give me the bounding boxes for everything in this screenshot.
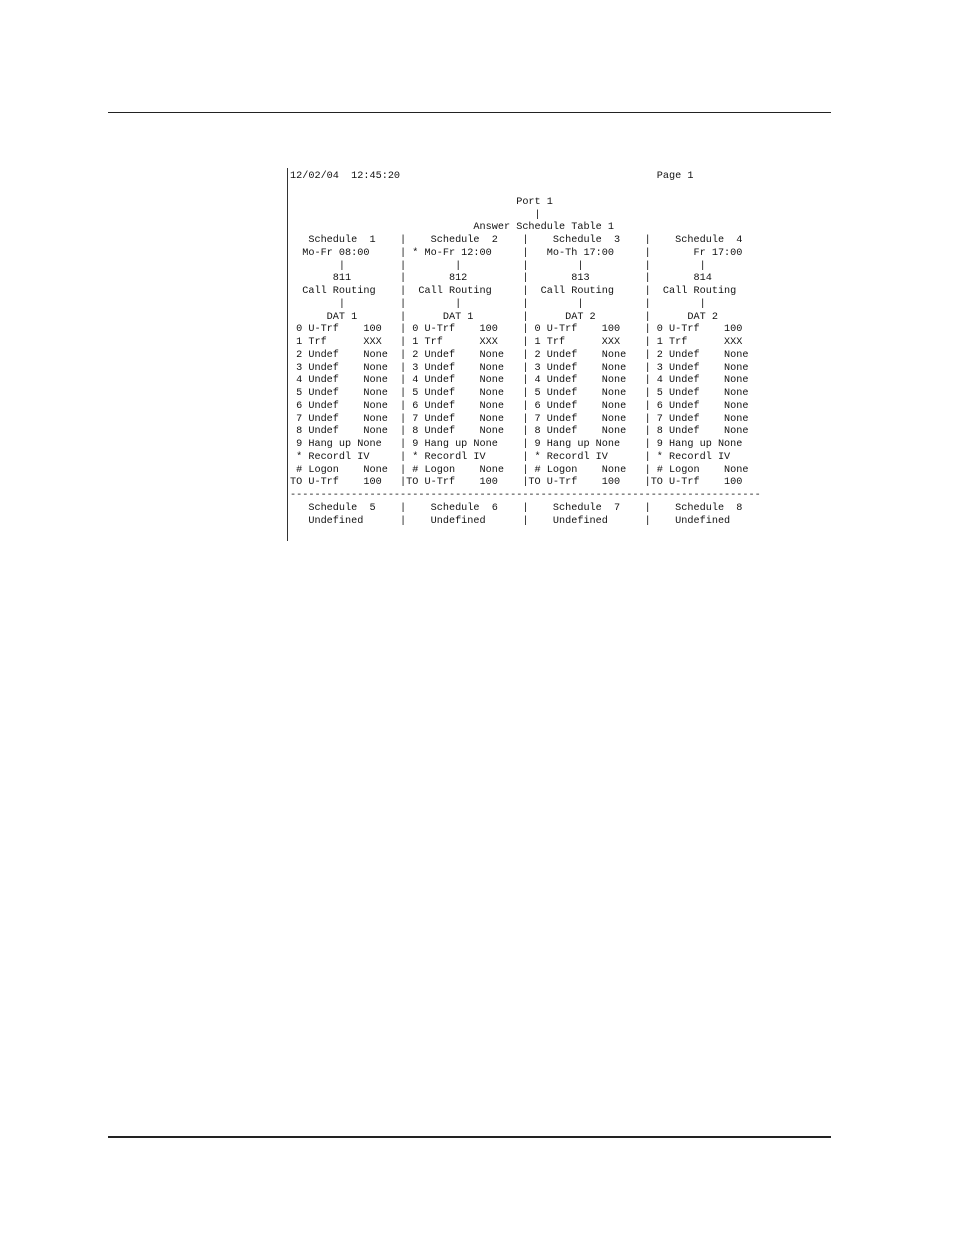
key-row: 4 Undef None | 4 Undef None | 4 Undef None | 4 Undef None xyxy=(290,375,749,386)
extension-row: 811 | 812 | 813 | 814 xyxy=(290,273,712,284)
printout-left-border xyxy=(287,168,288,541)
undefined-schedule-status-row: Undefined | Undefined | Undefined | Undefined xyxy=(290,516,731,527)
key-row: # Logon None | # Logon None | # Logon None | # Logon None xyxy=(290,465,749,476)
key-row: 0 U-Trf 100 | 0 U-Trf 100 | 0 U-Trf 100 | 0 U-Trf 100 xyxy=(290,324,743,335)
port-title: Port 1 xyxy=(290,197,553,208)
dat-row: DAT 1 | DAT 1 | DAT 2 | DAT 2 xyxy=(290,312,718,323)
report-header-line: 12/02/04 12:45:20 Page 1 xyxy=(290,171,694,182)
connector-row: | | | | | | | xyxy=(290,299,706,310)
call-routing-row: Call Routing | Call Routing | Call Routing | Call Routing xyxy=(290,286,737,297)
key-row: * Recordl IV | * Recordl IV | * Recordl IV | * Recordl IV xyxy=(290,452,731,463)
table-title: Answer Schedule Table 1 xyxy=(290,222,615,233)
header-rule xyxy=(108,112,831,113)
key-row: 8 Undef None | 8 Undef None | 8 Undef None | 8 Undef None xyxy=(290,426,749,437)
undefined-schedule-header-row: Schedule 5 | Schedule 6 | Schedule 7 | Schedule 8 xyxy=(290,503,743,514)
footer-rule xyxy=(108,1136,831,1138)
key-row: 5 Undef None | 5 Undef None | 5 Undef None | 5 Undef None xyxy=(290,388,749,399)
schedule-time-row: Mo-Fr 08:00 | * Mo-Fr 12:00 | Mo-Th 17:00 | Fr 17:00 xyxy=(290,248,743,259)
connector-line: | xyxy=(290,210,541,221)
dashed-separator: ----------------------------------------------------------------------------- xyxy=(290,490,761,501)
key-row: 9 Hang up None | 9 Hang up None | 9 Hang up None | 9 Hang up None xyxy=(290,439,743,450)
key-row: 7 Undef None | 7 Undef None | 7 Undef None | 7 Undef None xyxy=(290,414,749,425)
key-row: 1 Trf XXX | 1 Trf XXX | 1 Trf XXX | 1 Trf XXX xyxy=(290,337,743,348)
key-row: 3 Undef None | 3 Undef None | 3 Undef None | 3 Undef None xyxy=(290,363,749,374)
timeout-row: TO U-Trf 100 |TO U-Trf 100 |TO U-Trf 100 |TO U-Trf 100 xyxy=(290,477,743,488)
schedule-header-row: Schedule 1 | Schedule 2 | Schedule 3 | Schedule 4 xyxy=(290,235,743,246)
key-row: 2 Undef None | 2 Undef None | 2 Undef None | 2 Undef None xyxy=(290,350,749,361)
key-row: 6 Undef None | 6 Undef None | 6 Undef None | 6 Undef None xyxy=(290,401,749,412)
connector-row: | | | | | | | xyxy=(290,261,706,272)
answer-schedule-printout xyxy=(287,168,792,541)
